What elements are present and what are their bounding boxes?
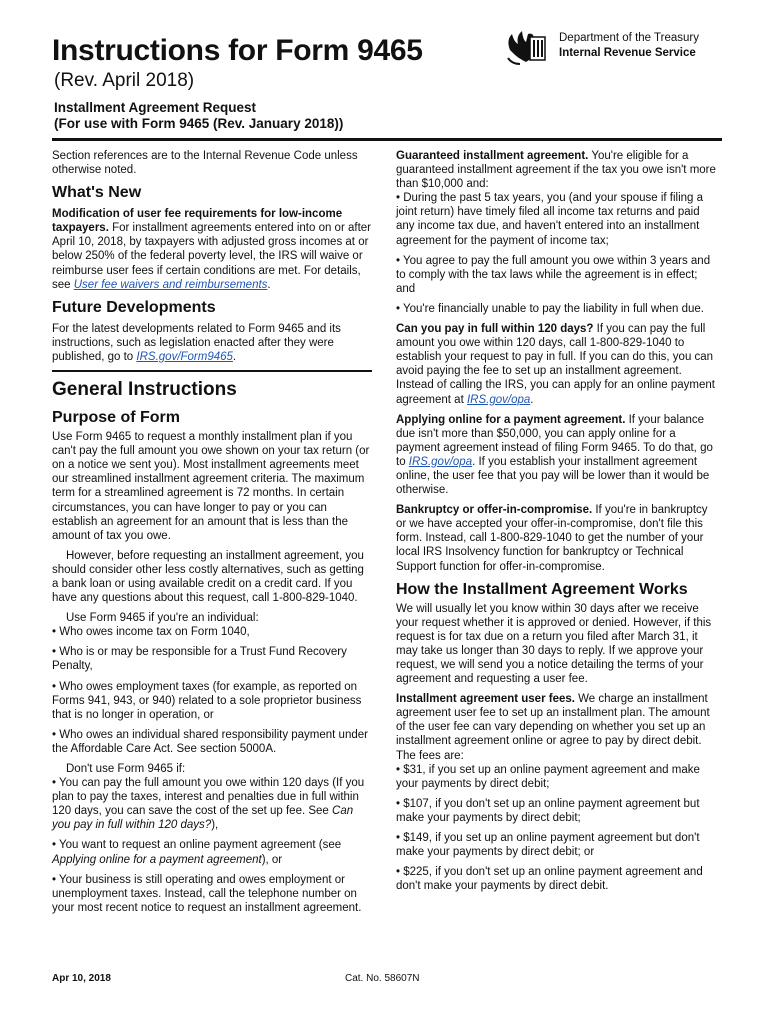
form-subtitle (54, 100, 343, 132)
how-it-works-heading: How the Installment Agreement Works (396, 580, 688, 598)
list-item: • You want to request an online payment agreement (see Applying online for a payment agreement), or (52, 839, 342, 866)
how-it-works-paragraph: We will usually let you know within 30 days after we receive your request whether it is approved or denied. However, if this request is for tax due on a return you filed after March 31, it may take us longer than 30 days to reply. If we approve your request, we will send you a notice detailing the terms of your agreement and requesting a user fee. (396, 602, 712, 686)
apply-online-paragraph: Applying online for a payment agreement. If your balance due isn't more than $50,000, you can apply online for a payment agreement instead of filing Form 9465. To do that, go to IRS.gov/opa. If you establish your installment agreement online, the user fee that you pay will be lower than it would be otherwise. (396, 413, 713, 497)
page-title: Instructions for Form 9465 (52, 34, 423, 67)
list-item: • Who owes an individual shared responsibility payment under the Affordable Care Act. See section 5000A. (52, 728, 368, 755)
pay-in-full-lead: Can you pay in full within 120 days? (396, 323, 594, 336)
bankruptcy-lead: Bankruptcy or offer-in-compromise. (396, 504, 593, 517)
irs-opa-link[interactable]: IRS.gov/opa (466, 393, 531, 406)
agency-department: Department of the Treasury (559, 32, 699, 44)
use-intro: Use Form 9465 if you're an individual: (66, 612, 259, 625)
user-fee-waivers-link[interactable]: User fee waivers and reimbursements (73, 278, 268, 291)
future-developments-heading: Future Developments (52, 298, 216, 316)
revision-date: (Rev. April 2018) (54, 70, 195, 91)
list-item: • Who is or may be responsible for a Trust Fund Recovery Penalty, (52, 646, 347, 673)
list-item: • During the past 5 tax years, you (and your spouse if filing a joint return) have timely filed all income tax returns and paid any income tax due, and haven't entered into an installment agreement for the payment of income tax; (396, 192, 704, 247)
dont-intro: Don't use Form 9465 if: (66, 763, 186, 775)
whats-new-lead: Modification of user fee requirements for low-income taxpayers. (52, 208, 343, 235)
fees-list (396, 763, 716, 894)
bankruptcy-paragraph: Bankruptcy or offer-in-compromise. If you're in bankruptcy or we have accepted your offer-in-compromise, don't file this form. Instead, call 1-800-829-1040 to get the number of your local IRS Insolvency function for bankruptcy or Technical Support function for offer-in-compromise. (396, 504, 708, 573)
pay-in-full-paragraph: Can you pay in full within 120 days? If you can pay the full amount you owe within 120 days, call 1-800-829-1040 to establish your request to pay in full. If you can do this, you can avoid paying the fee to set up an installment agreement. Instead of calling the IRS, you can apply for an online payment agreement at IRS.gov/opa. (396, 323, 716, 406)
list-item: • $31, if you set up an online payment agreement and make your payments by direct debit; (396, 763, 700, 790)
guaranteed-paragraph: Guaranteed installment agreement. You're eligible for a guaranteed installment agreement if the tax you owe isn't more than $10,000 and: (396, 150, 716, 191)
list-item: • $149, if you set up an online payment agreement but don't make your payments by direct debit; or (396, 832, 700, 859)
list-item: • Who owes income tax on Form 1040, (52, 626, 250, 639)
whats-new-body: For installment agreements entered into on or after April 10, 2018, by taxpayers with adjusted gross incomes at or below 250% of the federal poverty level, the IRS will waive or reimburse user fees if certain conditions are met. For details, see (52, 222, 371, 291)
use-list (52, 625, 372, 756)
list-item: • You agree to pay the full amount you owe within 3 years and to comply with the tax laws while the agreement is in effect; and (396, 254, 711, 295)
future-developments-paragraph: For the latest developments related to Form 9465 and its instructions, such as legislation enacted after they were published, go to IRS.gov/Form9465. (52, 322, 341, 363)
list-item: • Who owes employment taxes (for example, as reported on Forms 941, 943, or 940) related to a sole proprietor business that is no longer in operation, or (52, 680, 362, 721)
general-instructions-heading: General Instructions (52, 379, 237, 401)
list-item: • You can pay the full amount you owe within 120 days (If you plan to pay the taxes, interest and penalties due in full within 120 days, you can save the cost of the set up fee. See Can you pay in full within 120 days?), (52, 777, 365, 832)
list-item: • You're financially unable to pay the liability in full when due. (396, 302, 704, 315)
subtitle-line-1: Installment Agreement Request (54, 100, 257, 115)
intro-paragraph: Section references are to the Internal Revenue Code unless otherwise noted. (52, 150, 358, 177)
guaranteed-list (396, 191, 716, 316)
apply-online-lead: Applying online for a payment agreement. (396, 413, 626, 426)
purpose-heading: Purpose of Form (52, 409, 181, 427)
irs-opa-link-2[interactable]: IRS.gov/opa (408, 455, 473, 468)
agency-name (559, 31, 699, 61)
subtitle-line-2: (For use with Form 9465 (Rev. January 2018)) (54, 116, 344, 131)
purpose-paragraph-1: Use Form 9465 to request a monthly installment plan if you can't pay the full amount you owe shown on your tax return (or on a notice we sent you). Most installment agreements meet our streamlined installment agreement criteria. The maximum term for a streamlined agreement is 72 months. In certain circumstances, you can have longer to pay or you can establish an agreement for an amount that is less than the amount of tax you owe. (52, 431, 370, 542)
list-item: • $225, if you don't set up an online payment agreement and don't make your payments by direct debit. (396, 866, 703, 893)
purpose-paragraph-2: However, before requesting an installment agreement, you should consider other less costly alternatives, such as getting a bank loan or using available credit on a credit card. If you have any questions about this request, call 1-800-829-1040. (52, 549, 364, 605)
list-item: • $107, if you don't set up an online payment agreement but make your payments by direct debit; (396, 797, 700, 824)
whats-new-heading: What's New (52, 184, 142, 202)
header-divider (52, 138, 722, 141)
section-divider (52, 370, 372, 372)
user-fees-paragraph: Installment agreement user fees. We charge an installment agreement user fee to set up an installment plan. The amount of the user fee can vary depending on whether you set up an installment agreement online or agree to pay by direct debit. The fees are: (396, 693, 710, 762)
footer-cat-no: Cat. No. 58607N (345, 973, 420, 984)
left-column (52, 149, 372, 921)
document-header (52, 28, 722, 138)
user-fees-lead: Installment agreement user fees. (396, 693, 575, 706)
right-column (396, 149, 716, 899)
irs-eagle-logo-icon (504, 28, 554, 68)
list-item: • Your business is still operating and owes employment or unemployment taxes. Instead, call the telephone number on your most recent notice to request an installment agreement. (52, 873, 362, 914)
whats-new-paragraph: Modification of user fee requirements for low-income taxpayers. For installment agreements entered into on or after April 10, 2018, by taxpayers with adjusted gross incomes at or below 250% of the federal poverty level, the IRS will waive or reimburse user fees if certain conditions are met. For details, see User fee waivers and reimbursements. (52, 208, 371, 291)
guaranteed-lead: Guaranteed installment agreement. (396, 150, 589, 162)
form9465-link[interactable]: IRS.gov/Form9465 (136, 350, 233, 363)
agency-irs: Internal Revenue Service (559, 47, 696, 59)
dont-list (52, 776, 372, 915)
footer-date: Apr 10, 2018 (52, 973, 111, 984)
